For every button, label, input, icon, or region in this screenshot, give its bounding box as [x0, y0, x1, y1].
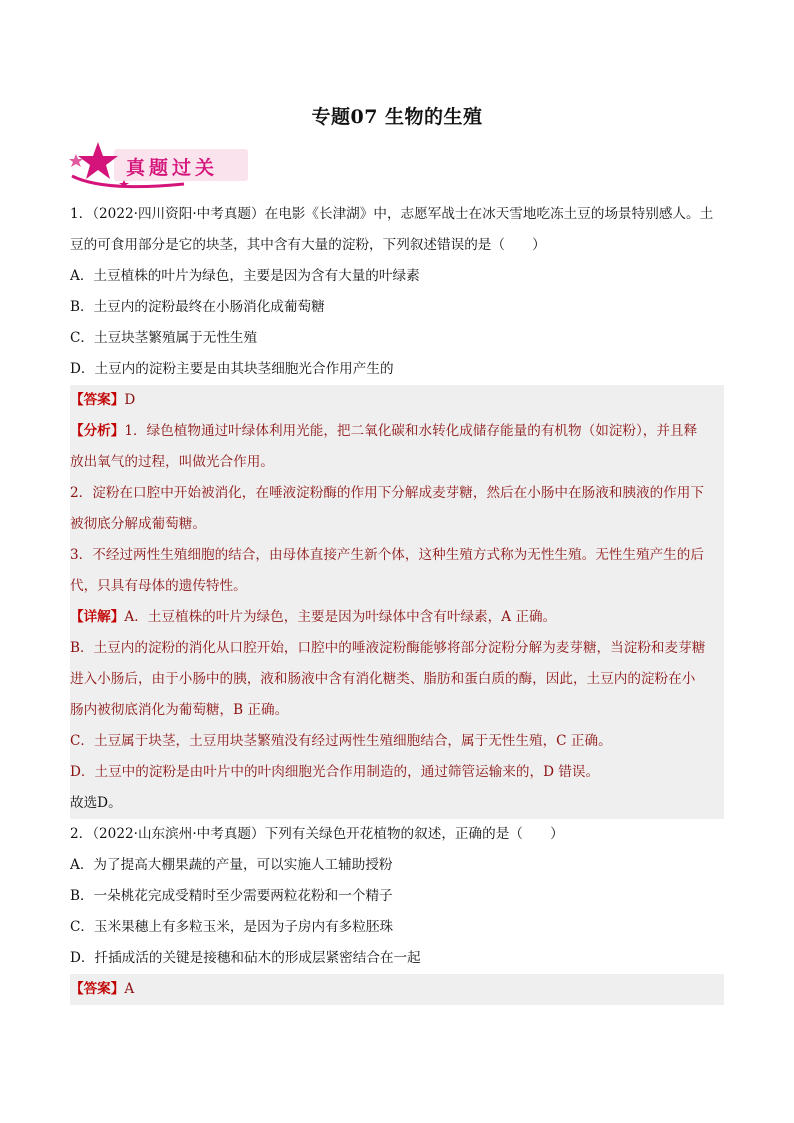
q2-option-a: A．为了提高大棚果蔬的产量，可以实施人工辅助授粉 [70, 857, 393, 873]
answer-value: A [124, 981, 135, 997]
q1-detail-a [70, 602, 724, 633]
q2-answer [70, 974, 724, 1005]
analysis-tag: 【分析】 [70, 423, 125, 439]
q1-detail-b1: B．土豆内的淀粉的消化从口腔开始，口腔中的唾液淀粉酶能够将部分淀粉分解为麦芽糖，当淀粉和麦芽糖 [70, 640, 706, 656]
q2-stem: 2．（2022·山东滨州·中考真题）下列有关绿色开花植物的叙述，正确的是（ ） [70, 826, 564, 842]
q1-option-c: C．土豆块茎繁殖属于无性生殖 [70, 330, 258, 346]
q1-option-b: B．土豆内的淀粉最终在小肠消化成葡萄糖 [70, 299, 325, 315]
page-title: 专题07 生物的生殖 [311, 106, 483, 128]
q1-option-a: A．土豆植株的叶片为绿色，主要是因为含有大量的叶绿素 [70, 268, 420, 284]
detail-text: A．土豆植株的叶片为绿色，主要是因为叶绿体中含有叶绿素，A 正确。 [124, 609, 557, 625]
q2-option-b: B．一朵桃花完成受精时至少需要两粒花粉和一个精子 [70, 888, 393, 904]
q1-analysis-2a: 2．淀粉在口腔中开始被消化，在唾液淀粉酶的作用下分解成麦芽糖，然后在小肠中在肠液和胰液的作用下 [70, 485, 704, 501]
q1-analysis-1b: 放出氧气的过程，叫做光合作用。 [70, 454, 274, 470]
q1-analysis-3a: 3．不经过两性生殖细胞的结合，由母体直接产生新个体，这种生殖方式称为无性生殖。无性生殖产生的后 [70, 547, 704, 563]
q1-stem-line-1: 1．（2022·四川资阳·中考真题）在电影《长津湖》中，志愿军战士在冰天雪地吃冻土豆的场景特别感人。土 [70, 206, 714, 222]
q1-option-d: D．土豆内的淀粉主要是由其块茎细胞光合作用产生的 [70, 361, 394, 377]
analysis-text: 1．绿色植物通过叶绿体利用光能，把二氧化碳和水转化成储存能量的有机物（如淀粉），并且释 [124, 423, 698, 439]
q1-detail-d: D．土豆中的淀粉是由叶片中的叶肉细胞光合作用制造的，通过筛管运输来的，D 错误。 [70, 764, 600, 780]
q1-detail-c: C．土豆属于块茎，土豆用块茎繁殖没有经过两性生殖细胞结合，属于无性生殖，C 正确。 [70, 733, 612, 749]
answer-tag: 【答案】 [70, 981, 125, 997]
q1-conclusion: 故选D。 [70, 795, 122, 811]
q1-analysis-2b: 被彻底分解成葡萄糖。 [70, 516, 206, 532]
answer-tag: 【答案】 [70, 392, 125, 408]
q1-solution-block [70, 385, 724, 819]
q2-option-d: D．扦插成活的关键是接穗和砧木的形成层紧密结合在一起 [70, 950, 421, 966]
document-body [70, 199, 724, 1005]
detail-tag: 【详解】 [70, 609, 125, 625]
q1-analysis-3b: 代，只具有母体的遗传特性。 [70, 578, 247, 594]
q1-stem-line-2: 豆的可食用部分是它的块茎，其中含有大量的淀粉，下列叙述错误的是（ ） [70, 237, 546, 253]
q1-analysis-1a [70, 416, 724, 447]
answer-value: D [124, 392, 136, 408]
section-banner [64, 140, 254, 192]
q2-option-c: C．玉米果穗上有多粒玉米，是因为子房内有多粒胚珠 [70, 919, 394, 935]
banner-title: 真题过关 [126, 157, 219, 179]
q2-solution-block [70, 974, 724, 1005]
q1-answer [70, 385, 724, 416]
q1-detail-b3: 肠内被彻底消化为葡萄糖，B 正确。 [70, 702, 289, 718]
q1-detail-b2: 进入小肠后，由于小肠中的胰，液和肠液中含有消化糖类、脂肪和蛋白质的酶，因此，土豆内的淀粉在小 [70, 671, 696, 687]
